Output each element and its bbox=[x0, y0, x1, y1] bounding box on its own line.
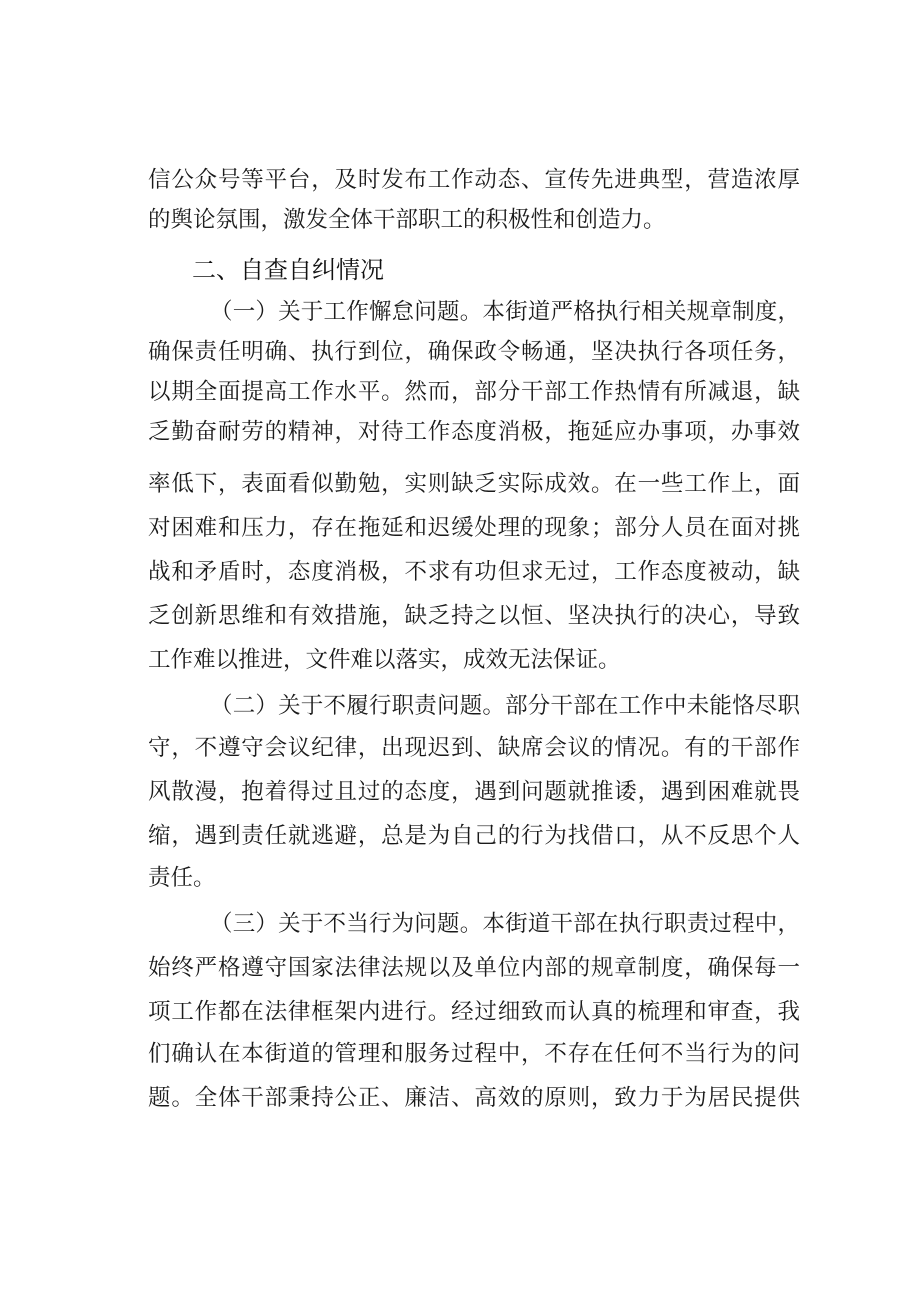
paragraph-1-line: 乏勤奋耐劳的精神，对待工作态度消极，拖延应办事项，办事效 bbox=[148, 419, 800, 445]
paragraph-1-line: 乏创新思维和有效措施，缺乏持之以恒、坚决执行的决心，导致 bbox=[148, 603, 800, 629]
section-heading: 二、自查自纠情况 bbox=[192, 256, 384, 284]
paragraph-1-line: 以期全面提高工作水平。然而，部分干部工作热情有所减退，缺 bbox=[148, 379, 800, 405]
paragraph-3-line: 题。全体干部秉持公正、廉洁、高效的原则，致力于为居民提供 bbox=[148, 1085, 800, 1111]
paragraph-3-line: （三）关于不当行为问题。本街道干部在执行职责过程中， bbox=[210, 911, 800, 937]
paragraph-2-line: 责任。 bbox=[148, 865, 216, 891]
paragraph-3-line: 们确认在本街道的管理和服务过程中，不存在任何不当行为的问 bbox=[148, 1041, 800, 1067]
paragraph-3-line: 始终严格遵守国家法律法规以及单位内部的规章制度，确保每一 bbox=[148, 955, 800, 981]
paragraph-1-line: 对困难和压力，存在拖延和迟缓处理的现象；部分人员在面对挑 bbox=[148, 515, 800, 541]
paragraph-1-line: 工作难以推进，文件难以落实，成效无法保证。 bbox=[148, 647, 621, 673]
paragraph-1-line: 率低下，表面看似勤勉，实则缺乏实际成效。在一些工作上，面 bbox=[148, 471, 800, 497]
paragraph-2-line: 缩，遇到责任就逃避，总是为自己的行为找借口，从不反思个人 bbox=[148, 823, 800, 849]
paragraph-1-line: 战和矛盾时，态度消极，不求有功但求无过，工作态度被动，缺 bbox=[148, 559, 800, 585]
paragraph-2-line: 风散漫，抱着得过且过的态度，遇到问题就推诿，遇到困难就畏 bbox=[148, 779, 800, 805]
paragraph-3-line: 项工作都在法律框架内进行。经过细致而认真的梳理和审查，我 bbox=[148, 999, 800, 1025]
paragraph-2-line: （二）关于不履行职责问题。部分干部在工作中未能恪尽职 bbox=[210, 693, 800, 719]
paragraph-1-line: （一）关于工作懈怠问题。本街道严格执行相关规章制度， bbox=[210, 299, 800, 325]
paragraph-2-line: 守，不遵守会议纪律，出现迟到、缺席会议的情况。有的干部作 bbox=[148, 735, 800, 761]
paragraph-1-line: 确保责任明确、执行到位，确保政令畅通，坚决执行各项任务， bbox=[148, 339, 800, 365]
intro-line: 信公众号等平台，及时发布工作动态、宣传先进典型，营造浓厚 bbox=[148, 167, 800, 193]
intro-line: 的舆论氛围，激发全体干部职工的积极性和创造力。 bbox=[148, 207, 666, 233]
